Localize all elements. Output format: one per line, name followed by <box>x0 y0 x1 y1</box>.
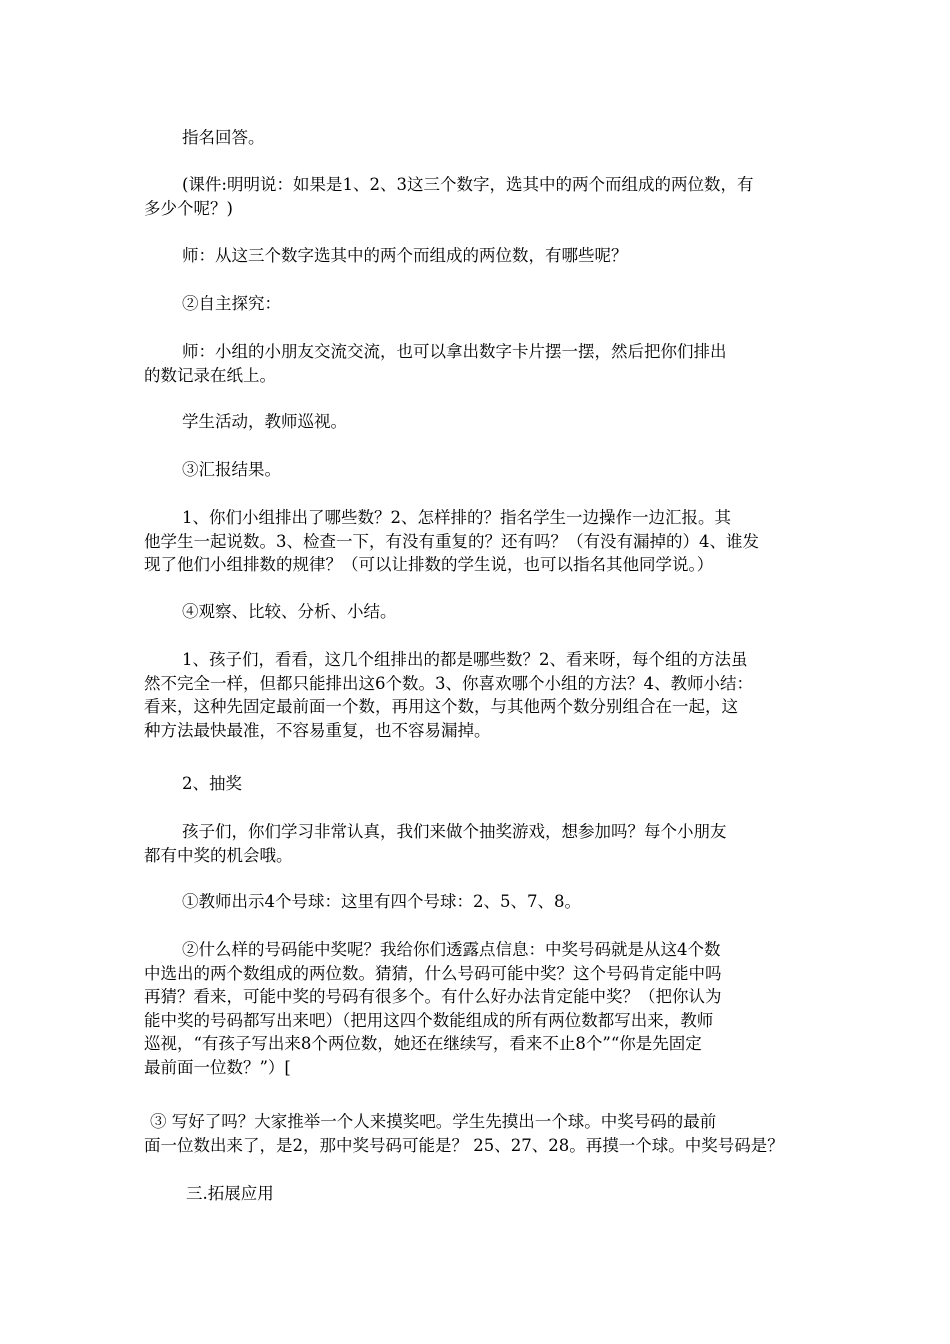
text-line: 师：从这三个数字选其中的两个而组成的两位数，有哪些呢？ <box>182 246 628 265</box>
text-line: 看来，这种先固定最前面一个数，再用这个数，与其他两个数分别组合在一起，这 <box>144 697 738 716</box>
text-line: 孩子们，你们学习非常认真，我们来做个抽奖游戏，想参加吗？每个小朋友 <box>182 822 727 841</box>
text-line: ④观察、比较、分析、小结。 <box>182 602 397 621</box>
paragraph-number-balls <box>144 890 814 914</box>
text-line: 种方法最快最准，不容易重复，也不容易漏掉。 <box>144 720 491 740</box>
paragraph-group-discussion <box>144 340 814 387</box>
text-line: 1、孩子们，看看，这几个组排出的都是哪些数？2、看来呀，每个组的方法虽 <box>182 650 748 669</box>
text-line: 面一位数出来了，是2，那中奖号码可能是？ 25、27、28。再摸一个球。中奖号码是？ <box>144 1135 784 1155</box>
paragraph-lottery-intro <box>144 820 814 867</box>
paragraph-report-steps <box>144 506 814 577</box>
text-line: ③ 写好了吗？大家推举一个人来摸奖吧。学生先摸出一个球。中奖号码的最前 <box>150 1112 717 1131</box>
text-line: 最前面一位数？”）[ <box>144 1057 291 1077</box>
text-line: 指名回答。 <box>182 128 265 147</box>
section-extension-heading <box>144 1182 814 1206</box>
text-line: 巡视，“有孩子写出来8个两位数，她还在继续写，看来不止8个”“你是先固定 <box>144 1034 702 1053</box>
section-lottery-heading <box>144 772 814 796</box>
text-line: (课件:明明说：如果是1、2、3这三个数字，选其中的两个而组成的两位数，有 <box>182 175 754 194</box>
text-line: 多少个呢？) <box>144 198 233 218</box>
text-line: 三.拓展应用 <box>186 1184 274 1203</box>
paragraph-observe-steps <box>144 648 814 742</box>
paragraph-self-explore-heading <box>144 292 814 316</box>
text-line: 现了他们小组排数的规律？（可以让排数的学生说，也可以指名其他同学说。） <box>144 555 714 574</box>
text-line: 中选出的两个数组成的两位数。猜猜，什么号码可能中奖？这个号码肯定能中吗 <box>144 963 722 983</box>
text-line: 他学生一起说数。3、检查一下，有没有重复的？还有吗？（有没有漏掉的）4、谁发 <box>144 531 759 551</box>
text-line: 师：小组的小朋友交流交流，也可以拿出数字卡片摆一摆，然后把你们排出 <box>182 342 727 361</box>
text-line: 都有中奖的机会哦。 <box>144 845 293 865</box>
text-line: 学生活动，教师巡视。 <box>182 412 347 431</box>
text-line: ①教师出示4个号球：这里有四个号球：2、5、7、8。 <box>182 892 581 911</box>
text-line: 再猜？看来，可能中奖的号码有很多个。有什么好办法肯定能中奖？（把你认为 <box>144 987 722 1006</box>
text-line: ②自主探究： <box>182 294 281 313</box>
text-line: 1、你们小组排出了哪些数？2、怎样排的？指名学生一边操作一边汇报。其 <box>182 508 731 527</box>
text-line: 2、抽奖 <box>182 774 242 793</box>
text-line: 然不完全一样，但都只能排出这6个数。3、你喜欢哪个小组的方法？4、教师小结： <box>144 673 753 693</box>
paragraph-teacher-question <box>144 244 814 268</box>
paragraph-report-heading <box>144 458 814 482</box>
text-line: ②什么样的号码能中奖呢？我给你们透露点信息：中奖号码就是从这4个数 <box>182 940 721 959</box>
paragraph-observe-heading <box>144 600 814 624</box>
paragraph-winning-numbers <box>144 938 814 1079</box>
text-line: ③汇报结果。 <box>182 460 281 479</box>
paragraph-named-answer <box>144 126 814 150</box>
paragraph-student-activity <box>144 410 814 434</box>
text-line: 能中奖的号码都写出来吧）（把用这四个数能组成的所有两位数都写出来，教师 <box>144 1010 714 1030</box>
paragraph-draw-ball <box>144 1110 814 1157</box>
paragraph-courseware-question <box>144 173 814 220</box>
text-line: 的数记录在纸上。 <box>144 365 276 385</box>
